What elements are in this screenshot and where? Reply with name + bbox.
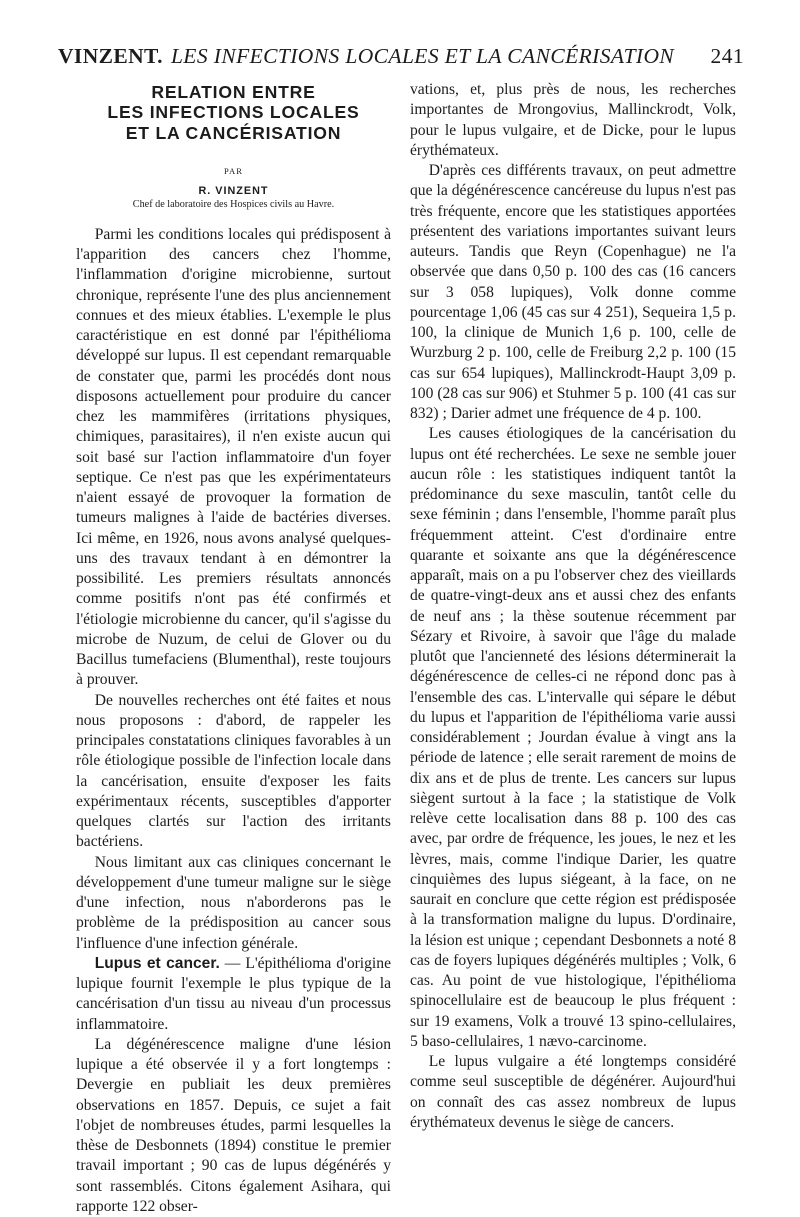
article-title-line: ET LA CANCÉRISATION <box>125 122 342 143</box>
article-title-line: RELATION ENTRE <box>151 82 316 102</box>
right-column <box>410 80 736 1133</box>
header-journal-title: LES INFECTIONS LOCALES ET LA CANCÉRISATION <box>170 44 675 68</box>
left-column <box>76 80 391 1217</box>
paragraph: Nous limitant aux cas cliniques concernant le développement d'une tumeur maligne sur le siège d'une infection, nous n'aborderons pas le problème de la prédisposition au cancer sous l'influence d'une infection générale. <box>76 853 391 952</box>
paragraph: D'après ces différents travaux, on peut admettre que la dégénérescence cancéreuse du lupus n'est pas très fréquente, encore que les statistiques apportées présentent des variations importantes suivant leurs auteurs. Tandis que Reyn (Copenhague) ne l'a observée que dans 0,50 p. 100 des cas (16 cancers sur 3 058 lupiques), Volk donne comme pourcentage 1,06 (45 cas sur 4 251), Sequeira 1,5 p. 100, la clinique de Munich 1,6 p. 100, celle de Wurzburg 2 p. 100, celle de Freiburg 2,2 p. 100 (15 cas sur 654 lupiques), Mallinckrodt-Haupt 3,09 p. 100 (28 cas sur 906) et Stuhmer 5 p. 100 (41 cas sur 832) ; Darier admet une fréquence de 4 p. 100. <box>410 162 736 422</box>
article-title-line: LES INFECTIONS LOCALES <box>107 102 360 123</box>
section-paragraph <box>76 954 391 1035</box>
page-number: 241 <box>710 44 744 68</box>
paragraph-continued: vations, et, plus près de nous, les recherches importantes de Mrongovius, Mallinckrodt, Volk, pour le lupus vulgaire, et de Dicke, pour le lupus érythémateux. <box>410 81 736 159</box>
article-title <box>76 82 391 143</box>
running-header <box>58 44 744 70</box>
byline-par: PAR <box>224 165 243 176</box>
paragraph: Le lupus vulgaire a été longtemps considéré comme seul susceptible de dégénérer. Aujourd'hui on connaît des cas assez nombreux de lupus érythémateux devenus le siège de cancers. <box>410 1053 736 1131</box>
paragraph: De nouvelles recherches ont été faites et nous nous proposons : d'abord, de rappeler les principales constatations cliniques favorables à un rôle étiologique possible de l'infection locale dans la cancérisation, ensuite d'exposer les faits expérimentaux récents, susceptibles d'apporter quelques clartés sur l'action des irritants bactériens. <box>76 691 391 851</box>
section-heading: Lupus et cancer. <box>94 954 220 972</box>
byline-affiliation: Chef de laboratoire des Hospices civils au Havre. <box>132 198 335 210</box>
byline-author: R. VINZENT <box>198 184 269 197</box>
paragraph: Parmi les conditions locales qui prédisposent à l'apparition des cancers chez l'homme, l'inflammation d'origine microbienne, surtout chronique, représente l'une des plus anciennement connues et des mieux établies. L'exemple le plus caractéristique en est donné par l'épithélioma développé sur lupus. Il est cependant remarquable de constater que, parmi les procédés dont nous disposons actuellement pour produire du cancer chez les mammifères (irritations physiques, chimiques, parasitaires), il n'en existe aucun qui soit basé sur l'action inflammatoire d'un foyer septique. Ce n'est pas que les expérimentateurs n'aient essayé de provoquer la formation de tumeurs malignes à l'aide de bactéries diverses. Ici même, en 1926, nous avons analysé quelques-uns des travaux tendant à en démontrer la possibilité. Les premiers résultats annoncés comme positifs n'ont pas été confirmés et l'étiologie microbienne du cancer, qu'il s'agisse du microbe de Nuzum, de celui de Glover ou du Bacillus tumefaciens (Blumenthal), reste toujours à prouver. <box>76 225 391 689</box>
section-text: — L'épithélioma d'origine lupique fournit l'exemple le plus typique de la cancérisation d'un tissu au niveau d'un processus inflammatoire. <box>76 954 391 1033</box>
paragraph: La dégénérescence maligne d'une lésion lupique a été observée il y a fort longtemps : Devergie en publiait les deux premières observations en 1857. Depuis, ce sujet a fait l'objet de nombreuses études, parmi lesquelles la thèse de Desbonnets (1894) constitue le premier travail important ; 90 cas de lupus dégénérés y sont rassemblés. Citons également Asihara, qui rapporte 122 obser- <box>76 1035 391 1215</box>
header-author: VINZENT. <box>58 44 163 68</box>
paragraph: Les causes étiologiques de la cancérisation du lupus ont été recherchées. Le sexe ne semble jouer aucun rôle : les statistiques indiquent tantôt la prédominance du sexe masculin, tantôt celle du sexe féminin ; dans l'ensemble, l'homme paraît plus fréquemment atteint. C'est d'ordinaire entre quarante et soixante ans que la dégénérescence apparaît, mais on a pu l'observer chez des vieillards de quatre-vingt-deux ans et aussi chez des enfants de neuf ans ; la thèse soutenue récemment par Sézary et Rivoire, à savoir que l'âge du malade plutôt que l'ancienneté des lésions déterminerait la dégénérescence de celles-ci ne répond donc pas à l'ensemble des cas. L'intervalle qui sépare le début du lupus et l'apparition de l'épithélioma varie aussi considérablement ; Jourdan évalue à vingt ans la période de latence ; elle serait rarement de moins de dix ans et de plus de trente. Les cancers sur lupus siègent surtout à la face ; la statistique de Volk relève cette localisation dans 88 p. 100 des cas avec, par ordre de fréquence, les joues, le nez et les lèvres, mais, comme l'indique Darier, les quatre cinquièmes des lupus siégeant, à la face, on ne saurait en conclure que cette région est prédisposée à la transformation maligne du lupus. D'ordinaire, la lésion est unique ; cependant Desbonnets a noté 8 cas de foyers lupiques dégénérés multiples ; Volk, 6 cas. Au point de vue histologique, l'épithélioma spinocellulaire est de beaucoup le plus fréquent : sur 19 examens, Volk a trouvé 13 spino-cellulaires, 5 baso-cellulaires, 1 nævo-carcinome. <box>410 425 736 1050</box>
